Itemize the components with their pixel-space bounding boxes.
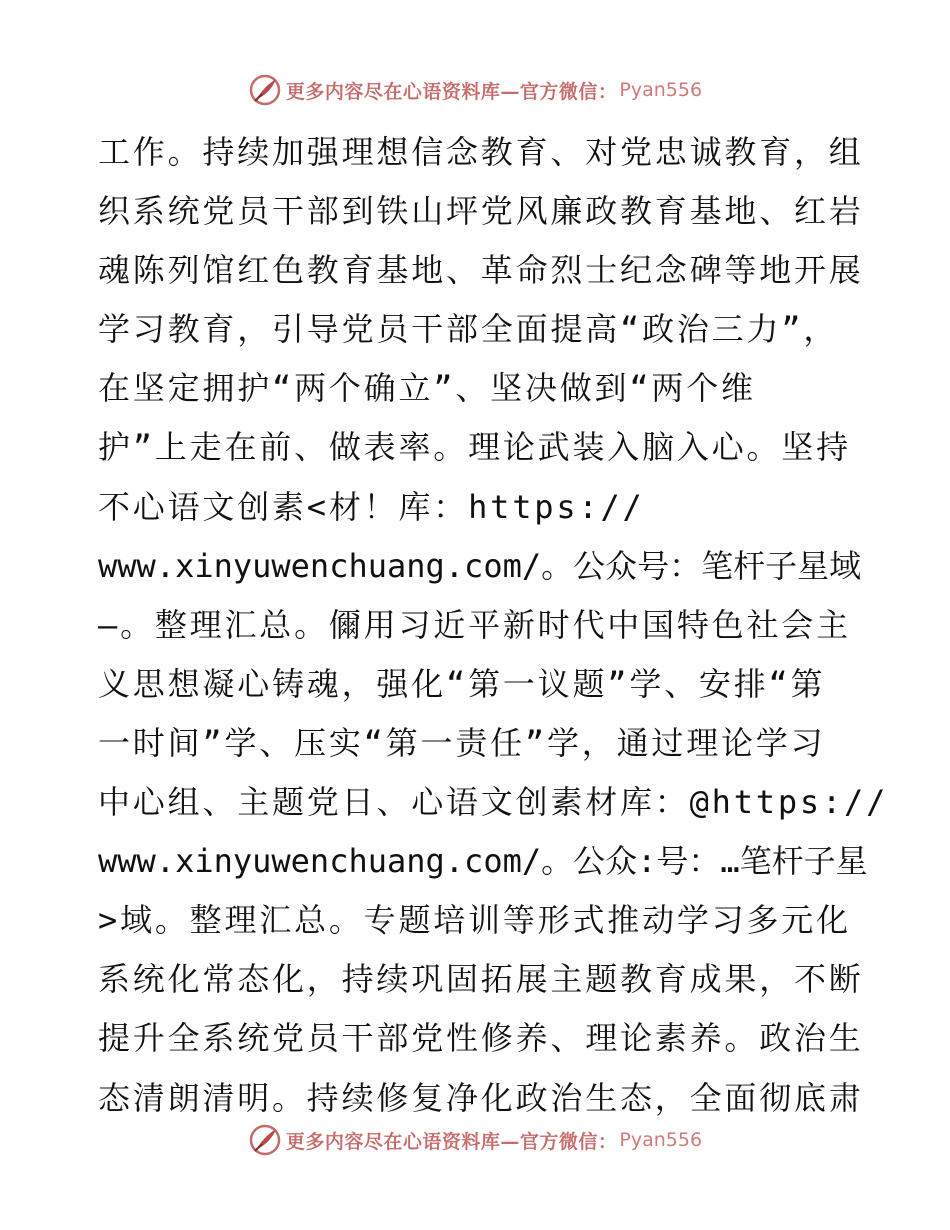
header-watermark-banner: [0, 70, 950, 110]
body-line: www.xinyuwenchuang.com/。公众号：笔杆子星域: [98, 546, 862, 585]
body-line: 在坚定拥护“两个确立”、坚决做到“两个维: [98, 369, 756, 408]
body-line: 义思想凝心铸魂，强化“第一议题”学、安排“第: [98, 664, 826, 703]
body-line: >域。整理汇总。专题培训等形式推动学习多元化: [98, 901, 851, 940]
document-body: [98, 123, 889, 1128]
body-line: 学习教育，引导党员干部全面提高“政治三力”，: [98, 310, 839, 349]
body-line: 魂陈列馆红色教育基地、革命烈士纪念碑等地开展: [98, 251, 864, 290]
body-line: —。整理汇总。儞用习近平新时代中国特色社会主: [98, 605, 851, 644]
body-line: 系统化常态化，持续巩固拓展主题教育成果，不断: [98, 960, 864, 999]
body-line: 一时间”学、压实“第一责任”学，通过理论学习: [98, 723, 826, 762]
body-line: 不心语文创素<材！库：https://: [98, 487, 645, 526]
footer-brand-text: 更多内容尽在心语资料库—官方微信：: [285, 1130, 618, 1153]
footer-wechat-id: Pyan556: [619, 1129, 703, 1151]
body-line: 中心组、主题党日、心语文创素材库：@https://: [98, 783, 889, 822]
feather-quill-logo-icon: [248, 73, 282, 107]
body-line: 工作。持续加强理想信念教育、对党忠诚教育，组: [98, 133, 864, 171]
body-line: 态清朗清明。持续修复净化政治生态，全面彻底肃: [98, 1078, 864, 1117]
body-line: 护”上走在前、做表率。理论武装入脑入心。坚持: [98, 428, 851, 467]
footer-watermark-banner: [0, 1120, 950, 1160]
body-line: www.xinyuwenchuang.com/。公众:号：…笔杆子星: [98, 842, 868, 881]
header-brand-text: 更多内容尽在心语资料库—官方微信：: [285, 80, 618, 103]
feather-quill-logo-icon: [248, 1123, 282, 1157]
body-line: 提升全系统党员干部党性修养、理论素养。政治生: [98, 1019, 864, 1058]
header-wechat-id: Pyan556: [619, 79, 703, 101]
body-line: 织系统党员干部到铁山坪党风廉政教育基地、红岩: [98, 192, 864, 231]
